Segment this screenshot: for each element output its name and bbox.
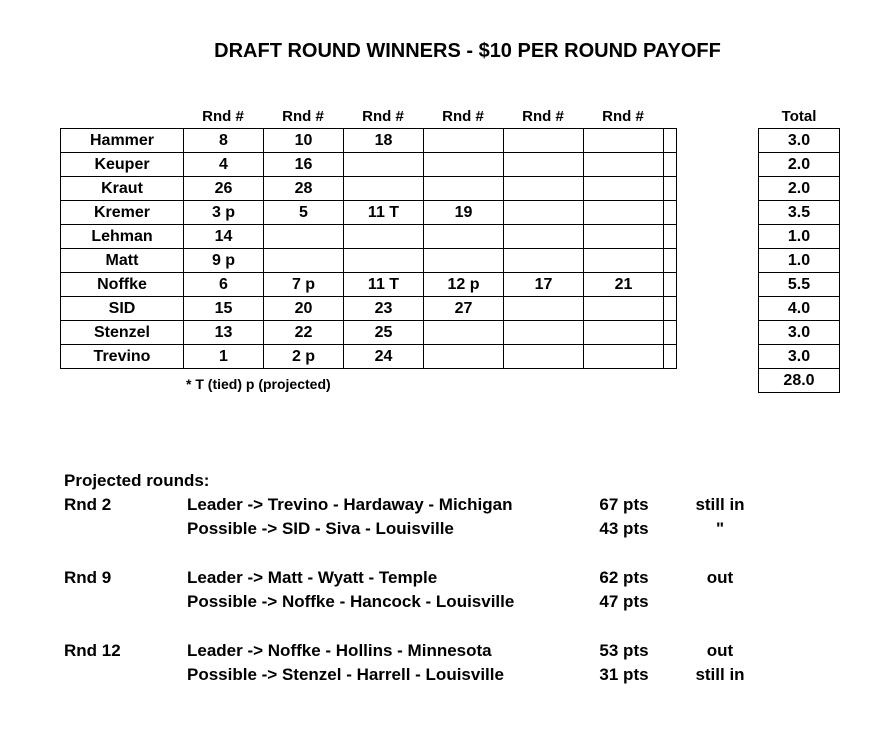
round-cell: 23 (344, 297, 424, 321)
table-row (61, 297, 677, 321)
grand-total: 28.0 (759, 369, 840, 393)
spacer-cell (664, 129, 677, 153)
table-row (61, 201, 677, 225)
possible-points: 43 pts (599, 519, 649, 538)
round-cell (344, 177, 424, 201)
player-name: Trevino (61, 345, 184, 369)
projected-rounds-title: Projected rounds: (64, 471, 210, 490)
total-row (759, 129, 840, 153)
round-cell (344, 225, 424, 249)
possible-points: 31 pts (599, 665, 649, 684)
player-total: 2.0 (759, 177, 840, 201)
projected-round-label: Rnd 2 (64, 495, 112, 514)
round-cell (584, 153, 664, 177)
round-cell: 9 p (184, 249, 264, 273)
possible-status (680, 590, 760, 614)
round-cell: 22 (264, 321, 344, 345)
round-cell (584, 129, 664, 153)
round-cell: 7 p (264, 273, 344, 297)
round-cell (344, 249, 424, 273)
round-cell: 18 (344, 129, 424, 153)
spacer-cell (664, 321, 677, 345)
round-cell (424, 153, 504, 177)
round-cell (504, 153, 584, 177)
spacer-cell (664, 273, 677, 297)
round-cell (584, 225, 664, 249)
round-cell: 2 p (264, 345, 344, 369)
projected-round-label: Rnd 12 (64, 641, 121, 660)
player-name: Kraut (61, 177, 184, 201)
round-cell (584, 249, 664, 273)
round-cell: 27 (424, 297, 504, 321)
possible-points: 47 pts (599, 592, 649, 611)
round-column-header: Rnd # (282, 108, 324, 125)
spacer-cell (664, 177, 677, 201)
player-name: Lehman (61, 225, 184, 249)
round-cell (424, 225, 504, 249)
player-total: 3.0 (759, 129, 840, 153)
leader-status: out (706, 568, 734, 587)
player-total: 1.0 (759, 225, 840, 249)
total-row (759, 297, 840, 321)
round-cell: 15 (184, 297, 264, 321)
table-row (61, 225, 677, 249)
round-cell (504, 129, 584, 153)
possible-line: Possible -> Noffke - Hancock - Louisville (187, 592, 515, 611)
player-total: 4.0 (759, 297, 840, 321)
round-cell: 24 (344, 345, 424, 369)
table-row (61, 273, 677, 297)
round-cell (424, 129, 504, 153)
player-name: Stenzel (61, 321, 184, 345)
total-row (759, 273, 840, 297)
spacer-cell (664, 249, 677, 273)
round-cell: 1 (184, 345, 264, 369)
totals-column (758, 128, 840, 393)
player-total: 3.0 (759, 321, 840, 345)
round-cell (264, 249, 344, 273)
player-total: 1.0 (759, 249, 840, 273)
round-cell: 5 (264, 201, 344, 225)
leader-line: Leader -> Trevino - Hardaway - Michigan (187, 495, 513, 514)
round-cell: 20 (264, 297, 344, 321)
round-cell: 19 (424, 201, 504, 225)
round-cell: 21 (584, 273, 664, 297)
round-column-header: Rnd # (202, 108, 244, 125)
possible-status: " (715, 519, 725, 538)
round-column-header: Rnd # (522, 108, 564, 125)
table-row (61, 177, 677, 201)
spacer-cell (664, 153, 677, 177)
leader-line: Leader -> Matt - Wyatt - Temple (187, 568, 438, 587)
possible-line: Possible -> Stenzel - Harrell - Louisville (187, 665, 504, 684)
round-cell: 6 (184, 273, 264, 297)
round-cell: 12 p (424, 273, 504, 297)
round-cell (424, 345, 504, 369)
total-row (759, 321, 840, 345)
table-row (61, 249, 677, 273)
round-cell (584, 177, 664, 201)
player-name: Noffke (61, 273, 184, 297)
round-cell: 8 (184, 129, 264, 153)
round-cell (504, 225, 584, 249)
round-cell: 11 T (344, 273, 424, 297)
leader-points: 67 pts (599, 495, 649, 514)
player-total: 5.5 (759, 273, 840, 297)
round-cell (504, 297, 584, 321)
total-row (759, 177, 840, 201)
table-row (61, 129, 677, 153)
table-row (61, 153, 677, 177)
player-name: SID (61, 297, 184, 321)
possible-line: Possible -> SID - Siva - Louisville (187, 519, 454, 538)
leader-points: 53 pts (599, 641, 649, 660)
player-total: 2.0 (759, 153, 840, 177)
round-cell: 11 T (344, 201, 424, 225)
total-row (759, 153, 840, 177)
footnote: * T (tied) p (projected) (186, 376, 331, 392)
round-cell: 16 (264, 153, 344, 177)
player-name: Matt (61, 249, 184, 273)
round-column-header: Rnd # (362, 108, 404, 125)
round-cell: 17 (504, 273, 584, 297)
total-row (759, 249, 840, 273)
player-name: Hammer (61, 129, 184, 153)
round-cell (424, 249, 504, 273)
player-total: 3.0 (759, 345, 840, 369)
leader-status: out (706, 641, 734, 660)
round-cell (584, 297, 664, 321)
round-cell (424, 177, 504, 201)
draft-round-table (60, 128, 677, 369)
round-cell (424, 321, 504, 345)
table-row (61, 345, 677, 369)
round-cell: 26 (184, 177, 264, 201)
player-total: 3.5 (759, 201, 840, 225)
spacer-cell (664, 345, 677, 369)
spacer-cell (664, 297, 677, 321)
round-cell: 4 (184, 153, 264, 177)
table-row (61, 321, 677, 345)
total-row (759, 345, 840, 369)
spacer-cell (664, 225, 677, 249)
player-name: Kremer (61, 201, 184, 225)
page-title: DRAFT ROUND WINNERS - $10 PER ROUND PAYOFF (214, 40, 721, 62)
round-cell: 10 (264, 129, 344, 153)
round-cell (504, 345, 584, 369)
round-column-header: Rnd # (442, 108, 484, 125)
round-cell: 25 (344, 321, 424, 345)
round-column-header: Rnd # (602, 108, 644, 125)
round-cell (584, 321, 664, 345)
round-cell (504, 321, 584, 345)
grand-total-row (759, 369, 840, 393)
round-cell: 13 (184, 321, 264, 345)
possible-status: still in (695, 665, 745, 684)
round-cell: 14 (184, 225, 264, 249)
spacer-cell (664, 201, 677, 225)
round-cell (504, 201, 584, 225)
round-cell (504, 177, 584, 201)
leader-points: 62 pts (599, 568, 649, 587)
round-cell (584, 345, 664, 369)
round-cell: 28 (264, 177, 344, 201)
round-cell (504, 249, 584, 273)
round-cell (264, 225, 344, 249)
round-cell (344, 153, 424, 177)
round-cell: 3 p (184, 201, 264, 225)
leader-line: Leader -> Noffke - Hollins - Minnesota (187, 641, 492, 660)
leader-status: still in (695, 495, 745, 514)
projected-round-label: Rnd 9 (64, 568, 112, 587)
player-name: Keuper (61, 153, 184, 177)
round-cell (584, 201, 664, 225)
total-row (759, 225, 840, 249)
total-row (759, 201, 840, 225)
total-header: Total (781, 108, 817, 125)
